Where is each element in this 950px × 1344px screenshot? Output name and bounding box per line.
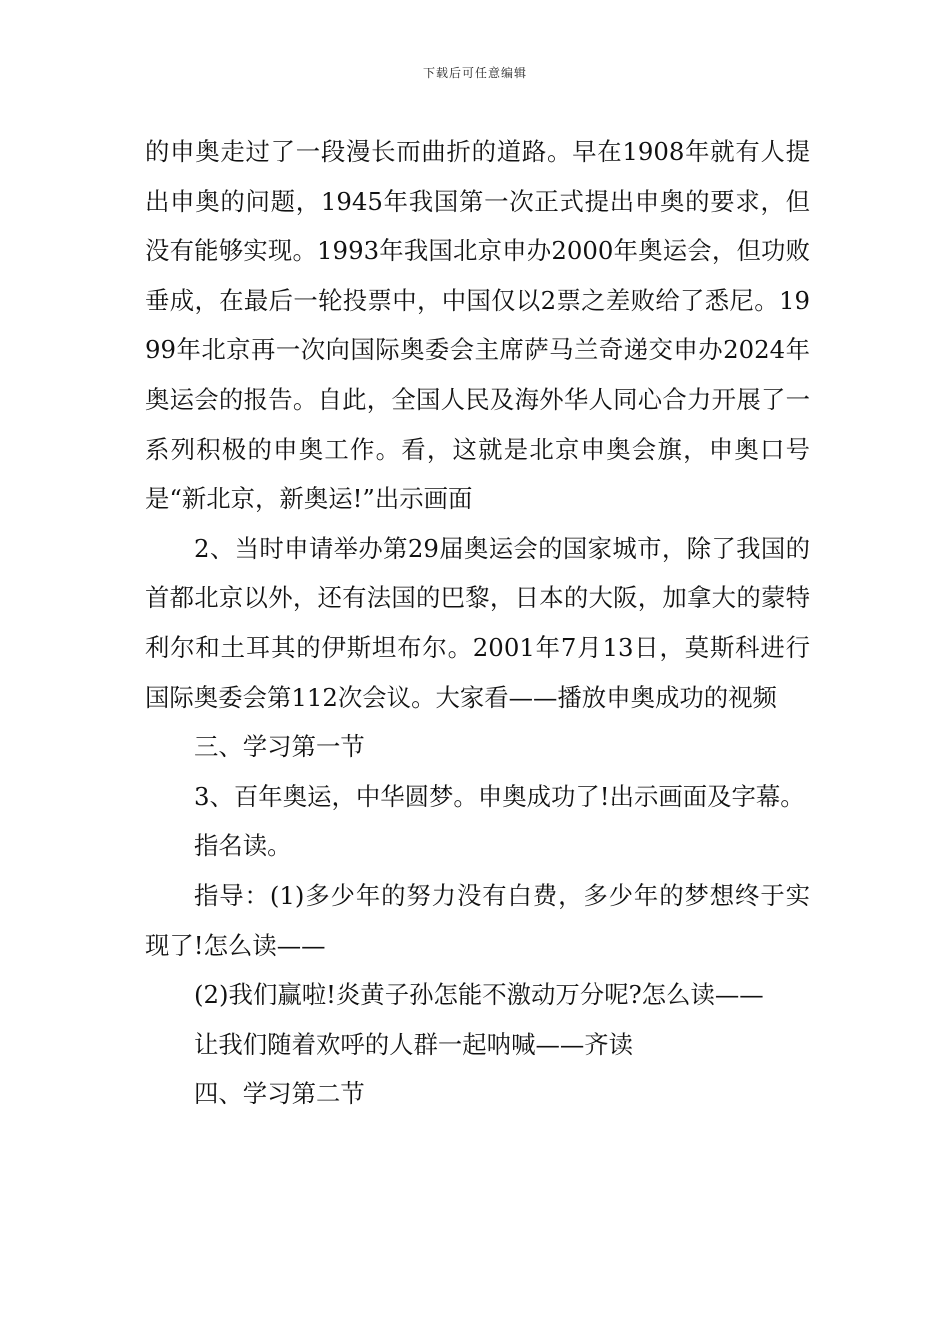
section-heading-first: 三、学习第一节 xyxy=(194,732,365,762)
paragraph-group-reading: 让我们随着欢呼的人群一起呐喊——齐读 xyxy=(194,1029,634,1059)
header-note: 下载后可任意编辑 xyxy=(422,66,527,80)
paragraph-guidance-2: (2)我们赢啦!炎黄子孙怎能不激动万分呢?怎么读—— xyxy=(194,980,764,1010)
paragraph-guidance-1: 指导：(1)多少年的努力没有白费，多少年的梦想终于实现了!怎么读—— xyxy=(145,880,810,960)
paragraph-bid-history: 的申奥走过了一段漫长而曲折的道路。早在1908年就有人提出申奥的问题，1945年我国第一次正式提出申奥的要求，但没有能够实现。1993年我国北京申办2000年奥运会，但功败垂成，在最后一轮投票中，中国仅以2票之差败给了悉尼。1999年北京再一次向国际奥委会主席萨马兰奇递交申办2024年奥运会的报告。自此，全国人民及海外华人同心合力开展了一系列积极的申奥工作。看，这就是北京申奥会旗，申奥口号是“新北京，新奥运!”出示画面 xyxy=(145,137,810,514)
paragraph-named-reading: 指名读。 xyxy=(194,831,292,861)
section-heading-second: 四、学习第二节 xyxy=(194,1079,365,1109)
paragraph-candidate-cities: 2、当时申请举办第29届奥运会的国家城市，除了我国的首都北京以外，还有法国的巴黎，日本的大阪，加拿大的蒙特利尔和土耳其的伊斯坦布尔。2001年7月13日，莫斯科进行国际奥委会第112次会议。大家看——播放申奥成功的视频 xyxy=(145,533,810,712)
document-body xyxy=(145,127,810,1119)
paragraph-bid-success: 3、百年奥运，中华圆梦。申奥成功了!出示画面及字幕。 xyxy=(194,781,805,811)
